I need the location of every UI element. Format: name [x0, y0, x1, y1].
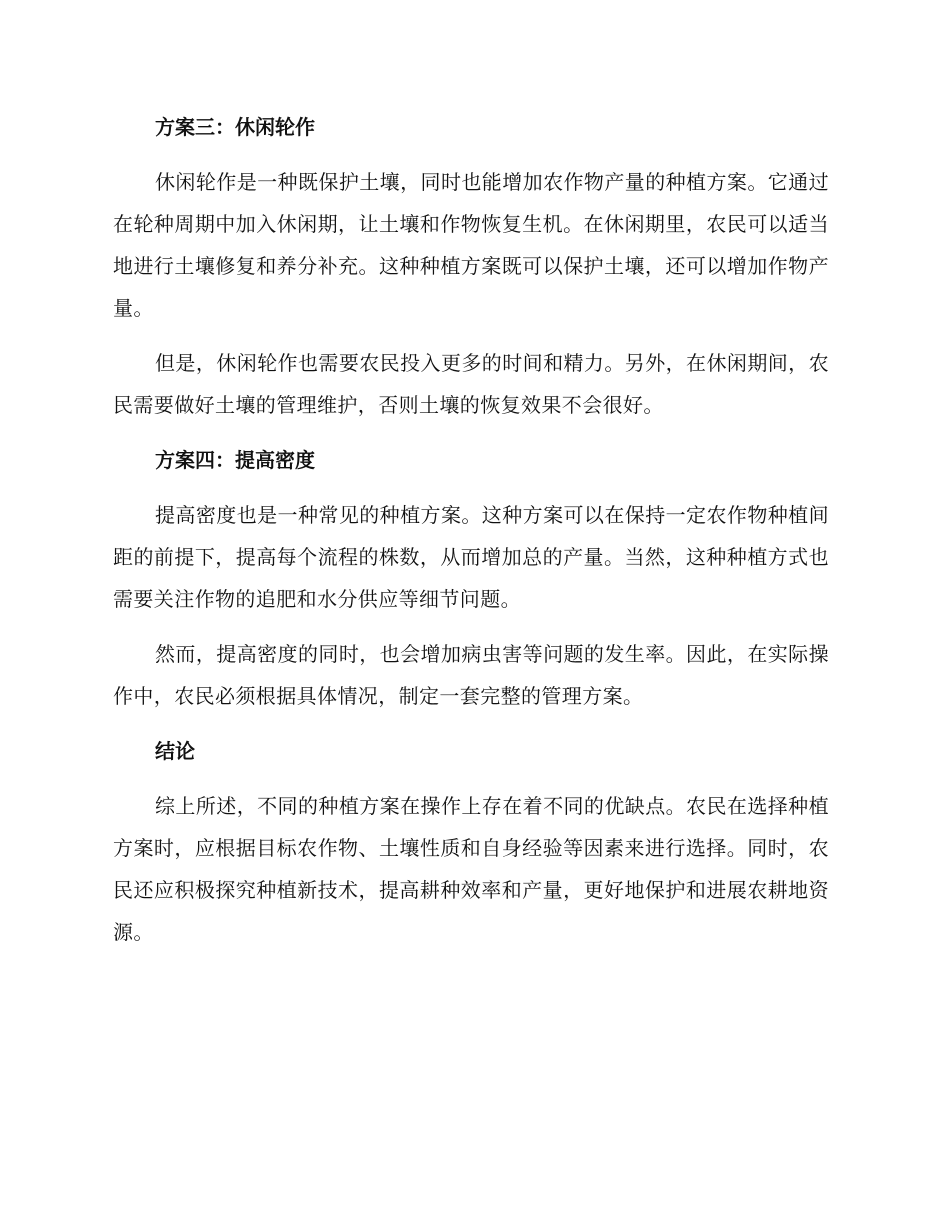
paragraph: 但是，休闲轮作也需要农民投入更多的时间和精力。另外，在休闲期间，农民需要做好土壤的管理维护，否则土壤的恢复效果不会很好。 — [113, 351, 829, 417]
paragraph: 提高密度也是一种常见的种植方案。这种方案可以在保持一定农作物种植间距的前提下，提高每个流程的株数，从而增加总的产量。当然，这种种植方式也需要关注作物的追肥和水分供应等细节问题。 — [113, 503, 829, 611]
section-heading-increase-density: 方案四：提高密度 — [155, 448, 315, 472]
section-heading-conclusion: 结论 — [155, 739, 195, 763]
paragraph: 休闲轮作是一种既保护土壤，同时也能增加农作物产量的种植方案。它通过在轮种周期中加入休闲期，让土壤和作物恢复生机。在休闲期里，农民可以适当地进行土壤修复和养分补充。这种种植方案既可以保护土壤，还可以增加作物产量。 — [113, 170, 829, 320]
document-page — [113, 106, 829, 966]
paragraph: 综上所述，不同的种植方案在操作上存在着不同的优缺点。农民在选择种植方案时，应根据目标农作物、土壤性质和自身经验等因素来进行选择。同时，农民还应积极探究种植新技术，提高耕种效率和产量，更好地保护和进展农耕地资源。 — [113, 794, 829, 944]
section-heading-fallow-rotation: 方案三：休闲轮作 — [155, 115, 315, 139]
paragraph: 然而，提高密度的同时，也会增加病虫害等问题的发生率。因此，在实际操作中，农民必须根据具体情况，制定一套完整的管理方案。 — [113, 642, 829, 708]
